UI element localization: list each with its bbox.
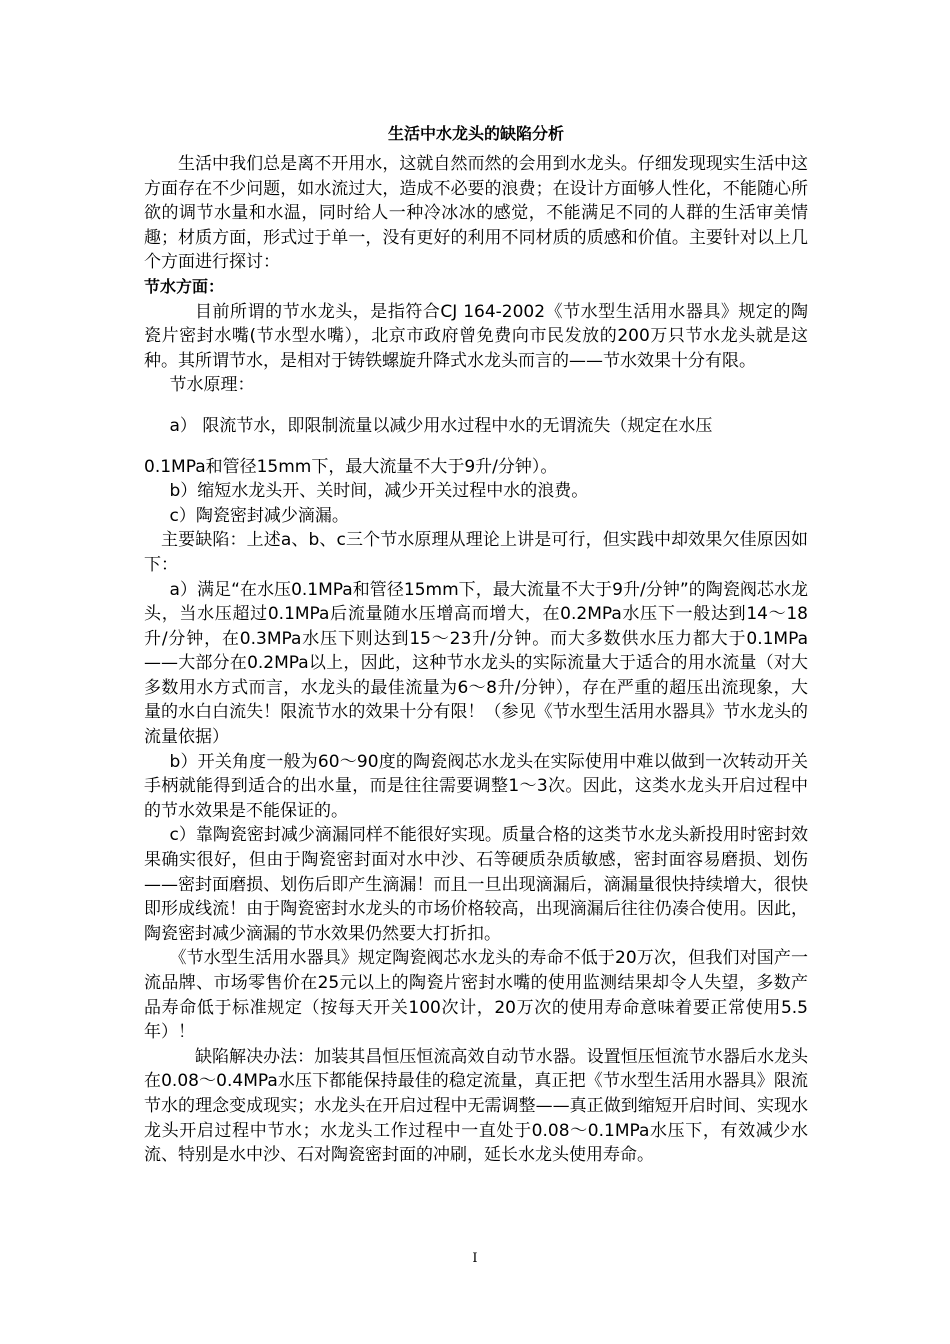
principle-a-continued: 0.1MPa和管径15mm下，最大流量不大于9升/分钟）。 [144, 456, 558, 477]
defect-c: c）靠陶瓷密封减少滴漏同样不能很好实现。质量合格的这类节水龙头新投用时密封效果确实很好，但由于陶瓷密封面对水中沙、石等硬质杂质敏感，密封面容易磨损、划伤——密封面磨损、划伤后即产生滴漏！而且一旦出现滴漏后，滴漏量很快持续增大，很快即形成线流！由于陶瓷密封水龙头的市场价格较高，出现滴漏后往往仍凑合使用。因此，陶瓷密封减少滴漏的节水效果仍然要大打折扣。 [144, 825, 808, 944]
intro-paragraph: 生活中我们总是离不开用水，这就自然而然的会用到水龙头。仔细发现现实生活中这方面存在不少问题，如水流过大，造成不必要的浪费；在设计方面够人性化，不能随心所欲的调节水量和水温，同时给人一种冷冰冰的感觉，不能满足不同的人群的生活审美情趣；材质方面，形式过于单一，没有更好的利用不同材质的质感和价值。主要针对以上几个方面进行探讨： [144, 154, 808, 273]
document-body [144, 122, 808, 1168]
principle-label: 节水原理： [169, 375, 255, 396]
document-title: 生活中水龙头的缺陷分析 [387, 124, 564, 143]
solution-paragraph: 缺陷解决办法：加装其昌恒压恒流高效自动节水器。设置恒压恒流节水器后水龙头在0.08～0.4MPa水压下都能保持最佳的稳定流量，真正把《节水型生活用水器具》限流节水的理念变成现实；水龙头在开启过程中无需调整——真正做到缩短开启时间、实现水龙头开启过程中节水；水龙头工作过程中一直处于0.08～0.1MPa水压下，有效减少水流、特别是水中沙、石对陶瓷密封面的冲刷，延长水龙头使用寿命。 [144, 1046, 808, 1166]
page-number: I [472, 1251, 478, 1266]
defect-intro: 主要缺陷：上述a、b、c三个节水原理从理论上讲是可行，但实践中却效果欠佳原因如下： [144, 530, 808, 575]
section-heading: 节水方面： [144, 276, 225, 296]
defect-a: a）满足“在水压0.1MPa和管径15mm下，最大流量不大于9升/分钟”的陶瓷阀芯水龙头，当水压超过0.1MPa后流量随水压增高而增大，在0.2MPa水压下一般达到14～18升/分钟，在0.3MPa水压下则达到15～23升/分钟。而大多数供水压力都大于0.1MPa——大部分在0.2MPa以上，因此，这种节水龙头的实际流量大于适合的用水流量（对大多数用水方式而言，水龙头的最佳流量为6～8升/分钟），存在严重的超压出流现象，大量的水白白流失！限流节水的效果十分有限！（参见《节水型生活用水器具》节水龙头的流量依据） [144, 579, 808, 748]
current-faucet-paragraph: 目前所谓的节水龙头，是指符合CJ 164-2002《节水型生活用水器具》规定的陶瓷片密封水嘴(节水型水嘴），北京市政府曾免费向市民发放的200万只节水龙头就是这种。其所谓节水，是相对于铸铁螺旋升降式水龙头而言的——节水效果十分有限。 [144, 301, 808, 371]
principle-a: a） 限流节水，即限制流量以减少用水过程中水的无谓流失（规定在水压 [169, 415, 713, 436]
defect-b: b）开关角度一般为60～90度的陶瓷阀芯水龙头在实际使用中难以做到一次转动开关手柄就能得到适合的出水量，而是往往需要调整1～3次。因此，这类水龙头开启过程中的节水效果是不能保证的。 [144, 751, 808, 821]
principle-c: c）陶瓷密封减少滴漏。 [169, 505, 349, 526]
principle-b: b）缩短水龙头开、关时间，减少开关过程中水的浪费。 [169, 481, 589, 502]
lifespan-paragraph: 《节水型生活用水器具》规定陶瓷阀芯水龙头的寿命不低于20万次，但我们对国产一流品牌、市场零售价在25元以上的陶瓷片密封水嘴的使用监测结果却令人失望，多数产品寿命低于标准规定（按每天开关100次计，20万次的使用寿命意味着要正常使用5.5年）！ [144, 948, 808, 1043]
